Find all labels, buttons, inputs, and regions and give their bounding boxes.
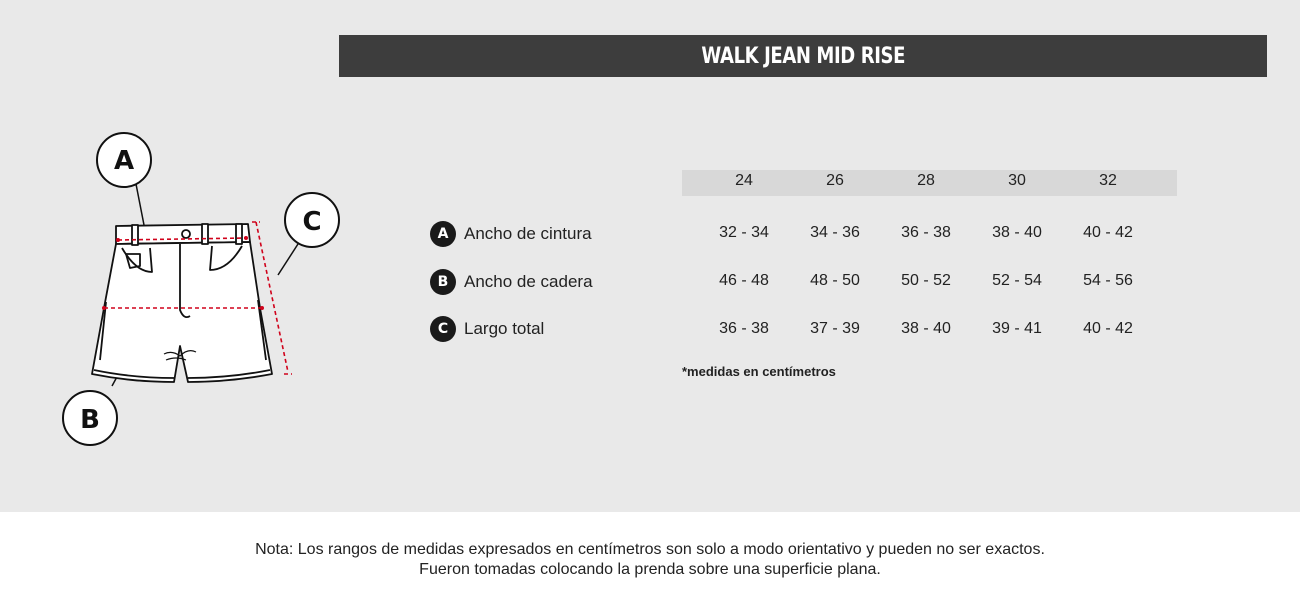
badge-c: C <box>430 316 456 342</box>
svg-text:A: A <box>113 146 135 176</box>
disclaimer-note <box>0 540 1300 580</box>
table-cell: 48 - 50 <box>810 272 860 289</box>
badge-b: B <box>430 269 456 295</box>
row-label-text: Ancho de cintura <box>464 224 592 243</box>
table-cell: 38 - 40 <box>992 224 1042 241</box>
size-header: 24 <box>735 172 753 189</box>
units-footnote: *medidas en centímetros <box>682 364 836 379</box>
table-cell: 39 - 41 <box>992 320 1042 337</box>
row-label-waist <box>430 221 592 247</box>
row-label-text: Ancho de cadera <box>464 272 593 291</box>
badge-a: A <box>430 221 456 247</box>
shorts-illustration <box>92 224 272 382</box>
size-header: 26 <box>826 172 844 189</box>
callout-c <box>278 193 339 275</box>
size-header: 28 <box>917 172 935 189</box>
row-label-text: Largo total <box>464 319 545 338</box>
note-line-2: Fueron tomadas colocando la prenda sobre una superficie plana. <box>419 561 881 578</box>
table-cell: 40 - 42 <box>1083 224 1133 241</box>
svg-text:B: B <box>80 405 100 435</box>
table-cell: 34 - 36 <box>810 224 860 241</box>
row-label-hip <box>430 269 593 295</box>
table-cell: 50 - 52 <box>901 272 951 289</box>
size-header: 32 <box>1099 172 1117 189</box>
table-cell: 54 - 56 <box>1083 272 1133 289</box>
shorts-diagram <box>40 120 360 460</box>
table-cell: 52 - 54 <box>992 272 1042 289</box>
svg-text:C: C <box>302 207 322 237</box>
table-cell: 37 - 39 <box>810 320 860 337</box>
table-cell: 40 - 42 <box>1083 320 1133 337</box>
callout-a <box>97 133 151 225</box>
size-header: 30 <box>1008 172 1026 189</box>
table-cell: 46 - 48 <box>719 272 769 289</box>
table-cell: 36 - 38 <box>719 320 769 337</box>
note-line-1: Nota: Los rangos de medidas expresados en centímetros son solo a modo orientativo y pueden no ser exactos. <box>255 541 1045 558</box>
table-cell: 36 - 38 <box>901 224 951 241</box>
row-label-length <box>430 316 544 342</box>
title-bar <box>339 35 1267 77</box>
table-cell: 38 - 40 <box>901 320 951 337</box>
table-cell: 32 - 34 <box>719 224 769 241</box>
page-title: WALK JEAN MID RISE <box>701 43 905 69</box>
